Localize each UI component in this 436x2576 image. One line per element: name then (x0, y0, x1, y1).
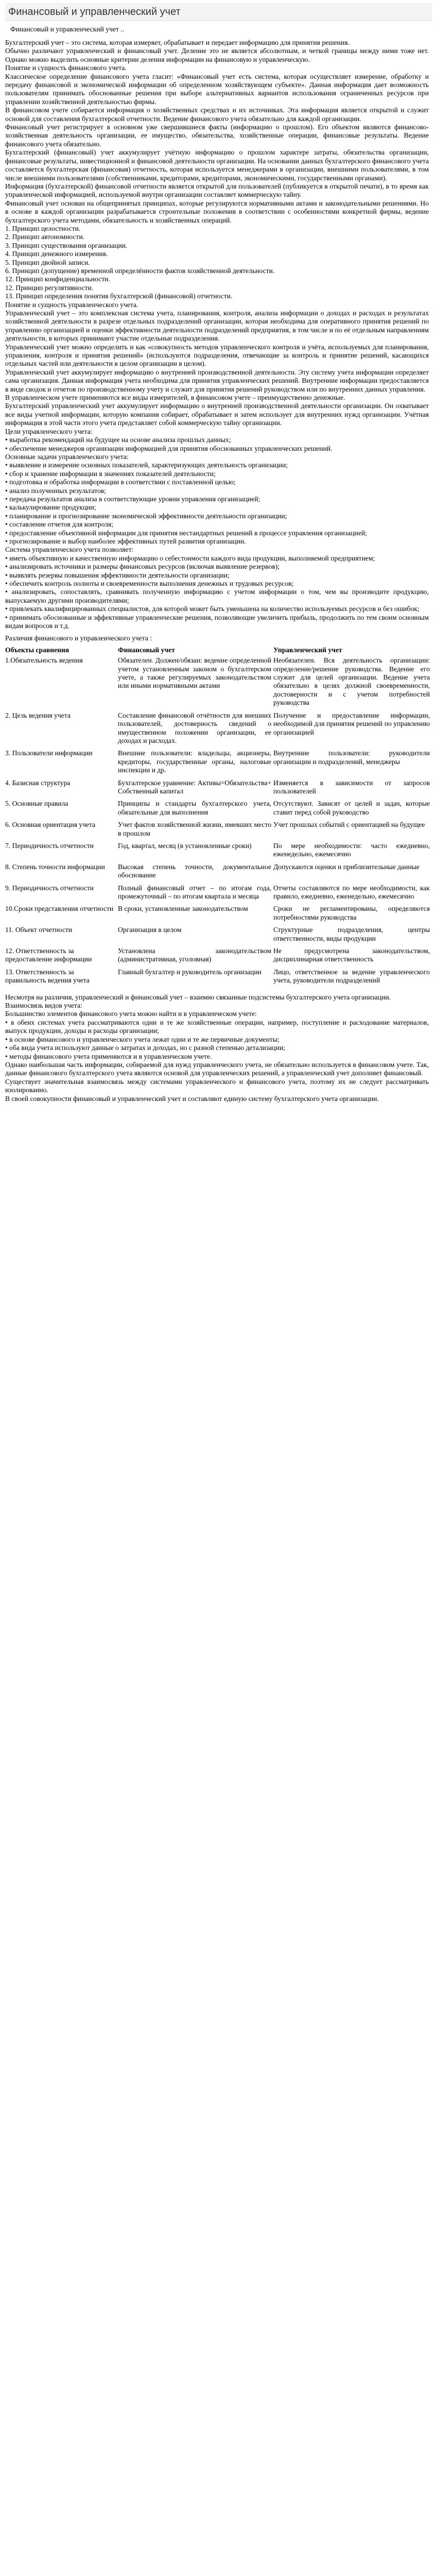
table-cell: Учет прошлых событий с ориентацией на будущее (273, 821, 425, 829)
table-cell: 6. Основная ориентация учета (5, 821, 96, 829)
table-cell: В сроки, установленные законодательством (118, 905, 248, 913)
table-cell: Организация в целом (118, 926, 182, 934)
table-row (5, 884, 432, 905)
paragraph: • выявлять резервы повышения эффективности деятельности организации; (5, 571, 230, 579)
header-cell: Финансовый учет (118, 646, 175, 654)
paragraph: В управленческом учете применяются все виды измерителей, в финансовом учете – преимущественно денежные. (5, 394, 345, 402)
table-cell: 10.Сроки представления отчетности (5, 905, 114, 913)
paragraph: • калькулирование продукции; (5, 503, 96, 512)
paragraph: • иметь объективную и качественную информацию о себестоимости каждого вида продукции, выполняемой предприятием; (5, 554, 375, 562)
paragraph: В финансовом учете собирается информация о хозяйственных средствах и их источниках. Эта информация является открытой и служит основой для составления бухгалтерской отчетности. Ведение финансового учета обязательно для каждой организации. (5, 106, 429, 123)
table-cell: Отсутствуют. Зависят от целей и задач, которые ставит перед собой руководство (273, 800, 430, 816)
paragraph: Управленческий учет – это комплексная система учета, планирования, контроля, анализа информации о доходах и расходах и результатах хозяйственной деятельности в разрезе отдельных подразделений организации, которая необходима для оперативного принятия решений по управлению организацией и оценки эффективности деятельности подразделений предприятия, в том числе и по её отдельным направлениям деятельности, в которых принимают участие отдельные подразделения. (5, 309, 429, 343)
paragraph: 6. Принцип (допущение) временной определённости фактов хозяйственной деятельности. (5, 266, 275, 275)
paragraph: 12. Принцип конфиденциальности. (5, 275, 110, 283)
paragraph: • методы финансового учета применяются и в управленческом учете. (5, 1052, 212, 1060)
table-cell: Внешние пользователи: владельцы, акционеры, кредиторы, государственные органы, налоговые инспекции и др. (118, 749, 271, 774)
paragraph: • анализировать, сопоставлять, сравнивать полученную информацию с учетом информации о том, чем вы производите продукцию, выпускаемую другими производителями; (5, 588, 429, 604)
table-cell: Год, квартал, месяц (в установленные сроки) (118, 841, 252, 850)
table-row (5, 779, 432, 800)
table-cell: Учет фактов хозяйственной жизни, имевших место в прошлом (118, 821, 271, 837)
paragraph: Бухгалтерский учет – это система, которая измеряет, обрабатывает и передает информацию для принятия решения. (5, 39, 350, 46)
paragraph: 3. Принцип существования организации. (5, 241, 128, 249)
paragraph: • прогнозирование и выбор наиболее эффективных путей развития организации. (5, 537, 246, 545)
table-cell: 13. Ответственность за правильность ведения учета (5, 968, 90, 985)
outro-text (5, 993, 432, 1103)
table-cell: 9. Периодичность отчетности (5, 884, 94, 892)
paragraph: • предоставление объективной информации для принятия нестандартных решений в процессе управления организацией; (5, 529, 367, 537)
paragraph: Большинство элементов финансового учета можно найти и в управленческом учете: (5, 1010, 257, 1018)
paragraph: 2. Принцип автономности. (5, 233, 85, 241)
table-cell: Сроки не регламентированы, определяются потребностями руководства (273, 905, 430, 921)
paragraph: • оба вида учета используют данные о затратах и доходах, но с разной степенью детализации; (5, 1044, 285, 1052)
paragraph: • в основе финансового и управленческого учета лежат одни и те же первичные документы; (5, 1035, 280, 1043)
table-cell: Изменяется в зависимости от запросов пользователей (273, 778, 430, 795)
paragraph: Основные задачи управленческого учета: (5, 452, 129, 461)
comparison-table (5, 646, 432, 989)
table-cell: Допускаются оценки и приблизительные данные (273, 862, 420, 871)
table-cell: 11. Объект отчетности (5, 926, 73, 934)
paragraph: В своей совокупности финансовый и управленческий учет и составляют единую систему бухгалтерского учета организации. (5, 1094, 379, 1103)
table-cell: Получение и предоставление информации, необходимой для принятия решений по управлению организацией (273, 711, 430, 736)
paragraph: Взаимосвязь видов учета: (5, 1002, 82, 1010)
table-cell: Отчеты составляются по мере необходимости, как правило, ежедневно, еженедельно, ежемесячно (273, 884, 430, 900)
paragraph: 1. Принцип целостности. (5, 224, 81, 232)
paragraph: Цели управленческого учета: (5, 427, 93, 435)
table-row (5, 749, 432, 778)
title-bar (5, 3, 432, 21)
intro-text (5, 39, 432, 630)
paragraph: Финансовый учет регистрирует в основном уже свершившиеся факты (информацию о прошлом). Его объектом являются финансово-хозяйственная деятельность организации, ее имущество, обязательства, хозяйственные операции, финансовые результаты. Ведение финансового учета обязательно. (5, 123, 429, 148)
table-cell: Главный бухгалтер и руководитель организации (118, 968, 261, 976)
table-cell: Принципы и стандарты бухгалтерского учета, обязательные для выполнения (118, 800, 271, 816)
paragraph: • анализировать источники и размеры финансовых ресурсов (включая выявление резервов); (5, 563, 280, 571)
paragraph: Управленческий учет можно определить и как «совокупность методов управленческого контроля и учёта, используемых для планирования, управления, контроля и принятия решений» (используются подразделения, отвечающие за контроль и принятие решений, касающихся отдельных частей или деятельности в целом организации в целом). (5, 343, 429, 368)
table-cell: 2. Цель ведения учета (5, 711, 71, 719)
table-cell: 5. Основные правила (5, 800, 68, 808)
table-cell: Необязателен. Вся деятельность организации: определение/решение руководства. Ведение его служит для целей организации. Ведение учета обязательно в целях должной своевременности, достоверности и с учетом потребностей руководства (273, 656, 430, 707)
table-cell: Полный финансовый отчет – по итогам года, промежуточный – по итогам квартала и месяца (118, 884, 271, 900)
paragraph: Понятие и сущность управленческого учета. (5, 300, 138, 309)
paragraph: • планирование и прогнозирование экономической эффективности деятельности организации; (5, 512, 287, 520)
table-cell: 8. Степень точности информации (5, 862, 105, 871)
table-cell: Обязателен. Должен/обязан: ведение определенной учетом установленным законом о бухгалтерском учете, а также регулируемых законодательством или иными нормативными актами (118, 656, 271, 690)
header-cell: Объекты сравнения (5, 646, 69, 654)
table-header-row (5, 646, 432, 656)
table-cell: 12. Ответственность за предоставление информации (5, 947, 92, 963)
page-title: Финансовый и управленческий учет (8, 6, 181, 18)
table-cell: Не предусмотрена законодательством, дисциплинарная ответственность (273, 947, 430, 963)
paragraph: • выработка рекомендаций на будущее на основе анализа прошлых данных; (5, 436, 231, 444)
paragraph: • составление отчетов для контроля; (5, 520, 114, 529)
paragraph: 4. Принцип денежного измерения. (5, 250, 108, 258)
table-row (5, 926, 432, 947)
paragraph: • в обеих системах учета рассматриваются одни и те же хозяйственные операции, например, поступление и расходование материалов, выпуск продукции, доходы и расходы организации; (5, 1018, 429, 1035)
paragraph: Однако наибольшая часть информации, собираемой для нужд управленческого учета, не обязательно используется в финансовом учете. Так, данные финансового бухгалтерского учета являются основой для управленческих решений, а управленческий учет дополняет финансовый. (5, 1060, 429, 1077)
paragraph: • принимать обоснованные и эффективные управленческие решения, позволяющие увеличить прибыль, продолжить по тем своим основным видам вопросов и т.д. (5, 613, 429, 630)
table-cell: Составление финансовой отчётности для внешних пользователей, достоверность сведений о имущественном положении организации, ее доходах и расходах. (118, 711, 271, 744)
paragraph: Управленческий учет аккумулирует информацию о внутренней производственной деятельности. Эту систему учета информации определяет сама организация. Данная информация учета необходима для принятия управленческих решений. Внутренние информации предоставляется в виде сводок и отчетов по производственному учету и служит для принятия решений руководством или по внутренних данных управления. (5, 368, 429, 393)
paragraph: • анализ полученных результатов; (5, 486, 106, 495)
paragraph: 12. Принцип регулятивности. (5, 283, 94, 292)
paragraph: Несмотря на различия, управленческий и финансовый учет – взаимно связанные подсистемы бухгалтерского учета организации. (5, 993, 391, 1001)
table-cell: 3. Пользователи информации (5, 749, 93, 757)
paragraph: Понятие и сущность финансового учета. (5, 64, 127, 72)
paragraph: Система управленческого учета позволяет: (5, 546, 134, 554)
paragraph: • передача результатов анализа в соответствующие уровни управления организацией; (5, 495, 260, 503)
paragraph: Бухгалтерский управленческий учет аккумулирует информацию о внутренней производственной деятельности организации. Он охватывает все виды учетной информации, которую компания собирает, обрабатывает и затем использует для внутренних нужд организации. Учётная информация в этой части этого учета представляет собой коммерческую тайну организации. (5, 402, 429, 427)
paragraph: Финансовый учет основан на общепринятых принципах, которые регулируются нормативными актами и законодательными решениями. Но в основе в каждой организации разрабатывается строительные положения в соответствии с особенностями конкретной фирмы, ведение бухгалтерского учета методами, обязательность и хозяйственных операций. (5, 199, 429, 224)
table-cell: По мере необходимости: часто ежедневно, еженедельно, ежемесячно (273, 841, 430, 858)
header-cell: Управленческий учет (273, 646, 342, 654)
paragraph: • обеспечение менеджеров организации информацией для принятия обоснованных управленческих решений. (5, 444, 333, 452)
table-row (5, 821, 432, 842)
paragraph: Информация (бухгалтерской) финансовой отчетности является открытой для пользователей (публикуется в открытой печати), в то время как управленческой информацией, используемой внутри организации составляет коммерческую тайну. (5, 182, 429, 199)
table-cell: Структурные подразделения, центры ответственности, виды продукции (273, 926, 430, 942)
table-cell: Бухгалтерское уравнение: Активы=Обязательства+ Собственный капитал (118, 778, 271, 795)
table-row (5, 711, 432, 750)
table-row (5, 947, 432, 968)
paragraph: 13. Принцип определения понятия бухгалтерской (финансовой) отчетности. (5, 292, 233, 300)
table-row (5, 968, 432, 989)
table-cell: 4. Базисная структура (5, 778, 71, 787)
table-row (5, 863, 432, 884)
table-cell: 1.Обязательность ведения (5, 656, 83, 665)
paragraph: • выявление и измерение основных показателей, характеризующих деятельность организации; (5, 461, 288, 469)
compare-intro: Различия финансового и управленческого учета : (5, 634, 152, 642)
paragraph: • подготовка и обработка информации в соответствии с поставленной целью; (5, 478, 236, 486)
paragraph: • привлекать квалифицированных специалистов, для которой может быть уменьшена на количество используемых ресурсов и без ошибок; (5, 605, 420, 613)
table-row (5, 905, 432, 926)
paragraph: • сбор и хранение информации в значениях показателей деятельности; (5, 469, 216, 478)
page-subtitle: Финансовый и управленческий учет .. (10, 25, 125, 33)
table-row (5, 800, 432, 821)
table-row (5, 842, 432, 863)
paragraph: 5. Принцип двойной записи. (5, 258, 90, 266)
paragraph: Бухгалтерский (финансовый) учет аккумулирует учётную информацию о прошлом характере затраты, обязательства организации, финансовые результаты, инвестиционной и финансовой деятельности организации. На основании данных бухгалтерского финансового учета составляется бухгалтерская (финансовая) отчетность, которая используется менеджерами в организации, внешними пользователями, в том числе внешними пользователями (собственниками, кредиторами, кредиторами, экономическими, государственными органами). (5, 148, 429, 182)
table-cell: Установлена законодательством (административная, уголовная) (118, 947, 271, 963)
table-row (5, 656, 432, 711)
table-cell: Внутренние пользователи: руководители организации и подразделений, менеджеры (273, 749, 430, 766)
paragraph: Классическое определение финансового учета гласит: «Финансовый учет есть система, которая осуществляет измерение, обработку и передачу финансовой и экономической информации об определенном хозяйствующем субъекте». Данная информация дает возможность пользователям принимать обоснованные решения при выборе альтернативных вариантов использования ограниченных ресурсов при управлении хозяйственной деятельностью фирмы. (5, 72, 429, 106)
table-cell: Лицо, ответственное за ведение управленческого учета, руководители подразделений (273, 968, 430, 985)
paragraph: Обычно различают управленческий и финансовый учет. Деление это не является абсолютным, и четкой границы между ними тоже нет. Однако можно выделить основные критерии деления информации на финансовую и управленческую. (5, 47, 429, 63)
paragraph: • обеспечить контроль полноты и своевременности выполнения денежных и трудовых ресурсов; (5, 580, 294, 587)
table-cell: 7. Периодичность отчетности (5, 841, 94, 850)
paragraph: Существует значительная взаимосвязь между системами управленческого и финансового учета, поэтому их не следует рассматривать изолированно. (5, 1077, 429, 1094)
table-cell: Высокая степень точности, документальное обоснование (118, 862, 271, 879)
